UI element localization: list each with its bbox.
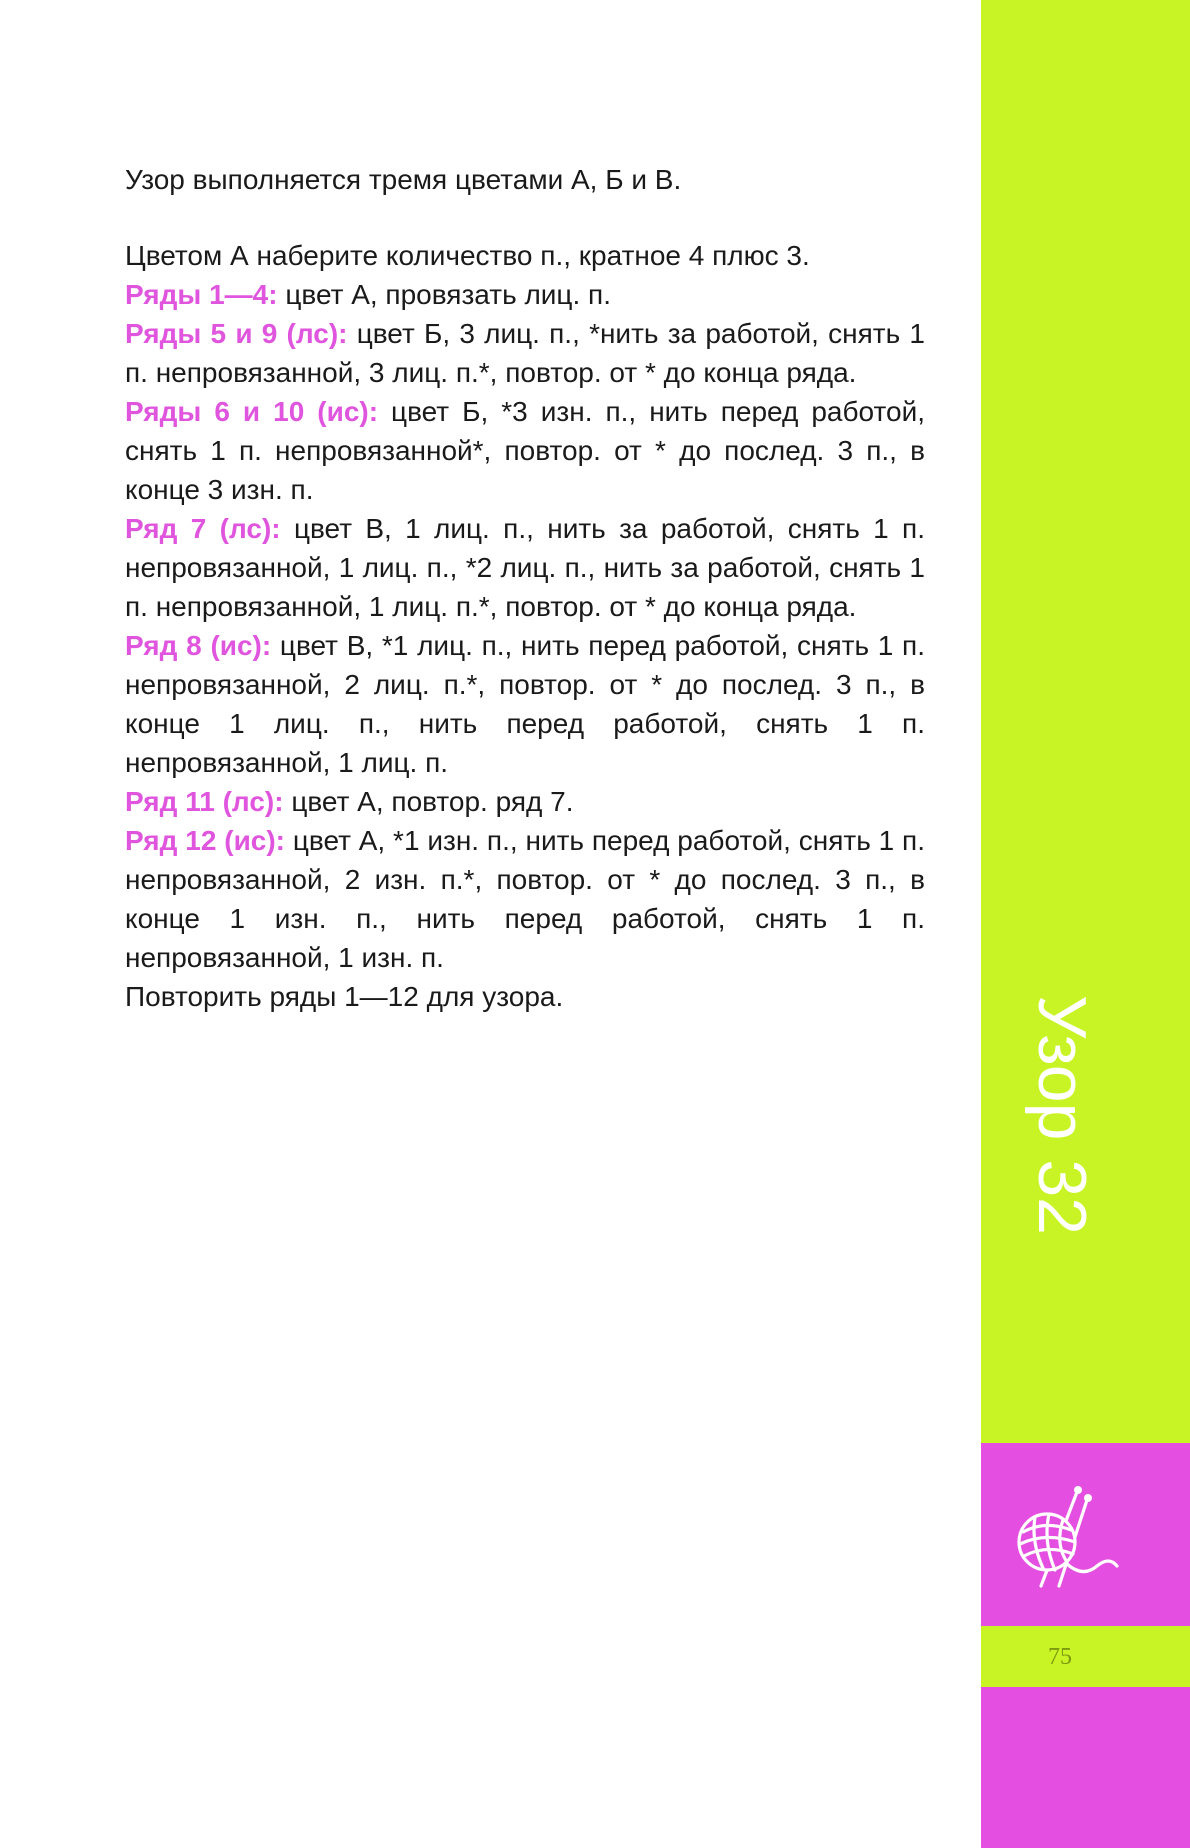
row-text: цвет В, 1 лиц. п., нить за работой, снять 1 п. непровязанной, 1 лиц. п., *2 лиц. п., нить за работой, снять 1 п. непровязанной, 1 лиц. п.*, повтор. от * до конца ряда.	[125, 513, 926, 622]
row-instruction	[125, 821, 925, 977]
row-label: Ряд 7 (лс):	[125, 513, 281, 544]
row-text: цвет Б, *3 изн. п., нить перед работой, снять 1 п. непровязанной*, повтор. от * до послед. 3 п., в конце 3 изн. п.	[125, 396, 925, 505]
row-label: Ряды 5 и 9 (лс):	[125, 318, 348, 349]
row-instruction	[125, 314, 925, 392]
row-instruction	[125, 392, 925, 509]
repeat-text: Повторить ряды 1—12 для узора.	[125, 981, 564, 1012]
row-instruction	[125, 509, 925, 626]
row-text: цвет В, *1 лиц. п., нить перед работой, снять 1 п. непровязанной, 2 лиц. п.*, повтор. от * до послед. 3 п., в конце 1 лиц. п., нить перед работой, снять 1 п. непровязанной, 1 лиц. п.	[125, 630, 925, 778]
row-text: цвет А, *1 изн. п., нить перед работой, снять 1 п. непровязанной, 2 изн. п.*, повтор. от * до послед. 3 п., в конце 1 изн. п., нить перед работой, снять 1 п. непровязанной, 1 изн. п.	[125, 825, 926, 973]
row-label: Ряд 12 (ис):	[125, 825, 286, 856]
row-label: Ряд 8 (ис):	[125, 630, 272, 661]
row-label: Ряды 6 и 10 (ис):	[125, 396, 379, 427]
sidebar-page-band	[981, 1626, 1190, 1687]
sidebar-bottom-band	[981, 1687, 1190, 1848]
row-instruction	[125, 782, 925, 821]
intro-text: Узор выполняется тремя цветами А, Б и В.	[125, 164, 682, 195]
yarn-ball-needles-icon	[1005, 1482, 1120, 1592]
cast-on-text: Цветом А наберите количество п., кратное 4 плюс 3.	[125, 240, 810, 271]
row-label: Ряды 1—4:	[125, 279, 278, 310]
pattern-instructions	[125, 160, 925, 1016]
row-label: Ряд 11 (лс):	[125, 786, 284, 817]
row-text: цвет Б, 3 лиц. п., *нить за работой, снять 1 п. непровязанной, 3 лиц. п.*, повтор. от * до конца ряда.	[125, 318, 925, 388]
pattern-title-text: Узор 32	[1024, 995, 1100, 1235]
row-text: цвет А, повтор. ряд 7.	[283, 786, 574, 817]
page-number: 75	[1048, 1644, 1072, 1670]
row-instruction	[125, 626, 925, 782]
row-instruction	[125, 275, 925, 314]
row-text: цвет А, провязать лиц. п.	[277, 279, 611, 310]
